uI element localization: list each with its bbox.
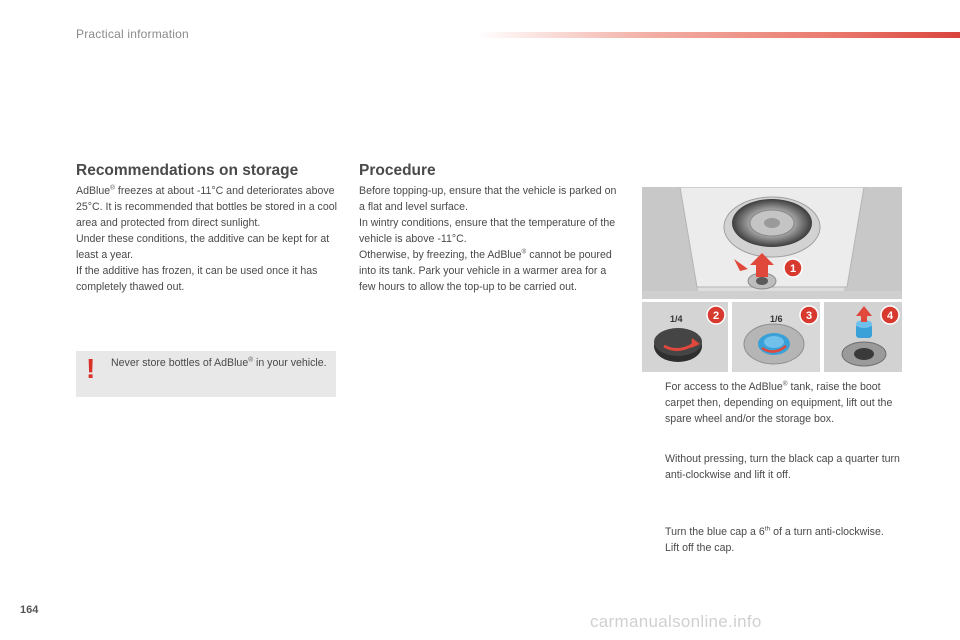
warning-text: Never store bottles of AdBlue® in your vehicle. [111,356,327,369]
storage-paragraph-3: If the additive has frozen, it can be used once it has completely thawed out. [76,265,318,293]
svg-text:3: 3 [805,310,813,322]
procedure-paragraph-2: In wintry conditions, ensure that the temperature of the vehicle is above -11°C. [359,217,616,245]
procedure-paragraph-3: Otherwise, by freezing, the AdBlue® cannot be poured into its tank. Park your vehicle in a warmer area for a few hours to allow the top-up to be carried out. [359,248,612,293]
storage-paragraph-2: Under these conditions, the additive can be kept for at least a year. [76,233,330,261]
svg-text:4: 4 [886,310,894,322]
procedure-paragraph-1: Before topping-up, ensure that the vehicle is parked on a flat and level surface. [359,185,617,213]
registered-mark: ® [110,184,115,192]
svg-text:1: 1 [789,263,797,275]
step-list-3 [643,524,907,556]
section-title: Practical information [76,27,189,41]
page-number: 164 [20,604,39,616]
procedure-text [359,183,621,295]
callout-4 [880,305,900,325]
registered-mark: ® [248,356,254,364]
storage-paragraph-1: AdBlue® freezes at about -11°C and deteriorates above 25°C. It is recommended that bottles be stored in a cool area and protected from direct sunlight. [76,184,337,229]
step-item: Without pressing, turn the black cap a quarter turn anti-clockwise and lift it off. [665,453,900,481]
storage-text [76,183,338,295]
storage-heading: Recommendations on storage [76,162,299,179]
step-item: For access to the AdBlue® tank, raise the boot carpet then, depending on equipment, lift out the spare wheel and/or the storage box. [665,380,893,425]
callout-3 [799,305,819,325]
step-list-1 [643,379,907,427]
step-list-2 [643,451,907,483]
fraction-quarter-label: 1/4 [670,314,683,324]
svg-text:2: 2 [712,310,720,322]
watermark: carmanualsonline.info [590,612,762,631]
fraction-sixth-label: 1/6 [770,314,783,324]
step-item: Turn the blue cap a 6th of a turn anti-clockwise. [665,525,884,538]
registered-mark: ® [782,380,788,388]
registered-mark: ® [521,248,527,256]
procedure-heading: Procedure [359,162,436,179]
ordinal-suffix: th [764,525,771,533]
callout-2 [706,305,726,325]
header-gradient-bar [478,32,960,38]
warning-icon: ! [86,353,96,384]
boot-illustration [642,187,902,299]
step-item: Lift off the cap. [665,542,735,554]
callout-1 [783,258,803,278]
